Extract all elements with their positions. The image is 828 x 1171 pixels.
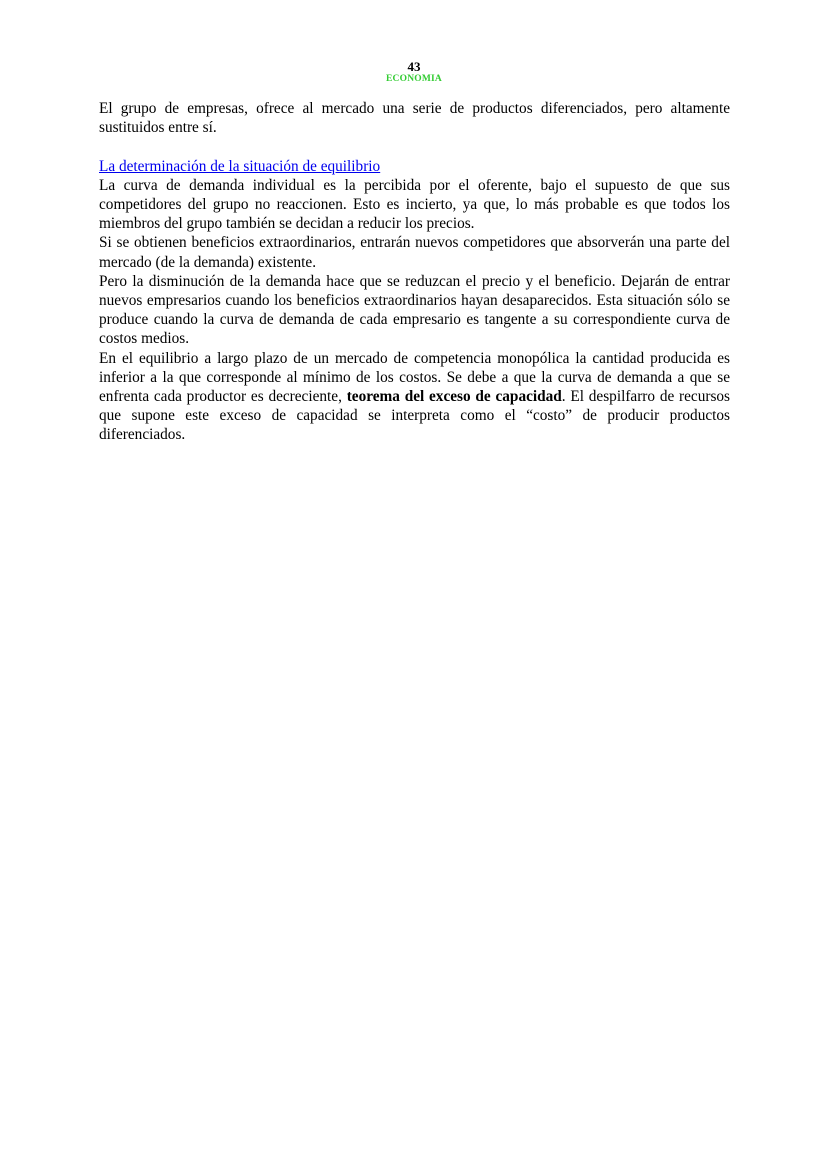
paragraph-extraordinary-profits: Si se obtienen beneficios extraordinarios, entrarán nuevos competidores que absorverán una parte del mercado (de la demanda) existente. [99,234,730,271]
paragraph-demand-decrease: Pero la disminución de la demanda hace que se reduzcan el precio y el beneficio. Dejarán de entrar nuevos empresarios cuando los beneficios extraordinarios hayan desaparecidos. Esta situación sólo se produce cuando la curva de demanda de cada empresario es tangente a su correspondiente curva de costos medios. [99,272,730,348]
section-heading [99,157,730,176]
running-head: ECONOMIA [386,74,442,84]
body-text [99,99,730,445]
intro-paragraph: El grupo de empresas, ofrece al mercado una serie de productos diferenciados, pero altamente sustituidos entre sí. [99,100,730,137]
page-header [0,60,828,85]
excess-capacity-theorem: teorema del exceso de capacidad [346,388,562,406]
paragraph-demand-curve: La curva de demanda individual es la percibida por el oferente, bajo el supuesto de que sus competidores del grupo no reaccionen. Esto es incierto, ya que, lo más probable es que todos los miembros del grupo también se decidan a reducir los precios. [99,176,730,233]
section-link[interactable]: La determinación de la situación de equilibrio [99,157,381,175]
p4-text-end: . El despilfarro de recursos que supone este exceso de capacidad se interpreta como el “costo” de producir productos diferenciados. [99,388,731,444]
paragraph-spacer [99,137,730,156]
page-number: 43 [407,59,421,74]
p4-text-start: En el equilibrio a largo plazo de un mercado de competencia monopólica la cantidad producida es inferior a la que corresponde al mínimo de los costos. Se debe a que la curva de demanda a que se enfrenta cada productor es decreciente, [99,349,730,406]
paragraph-long-run-equilibrium [99,349,730,445]
